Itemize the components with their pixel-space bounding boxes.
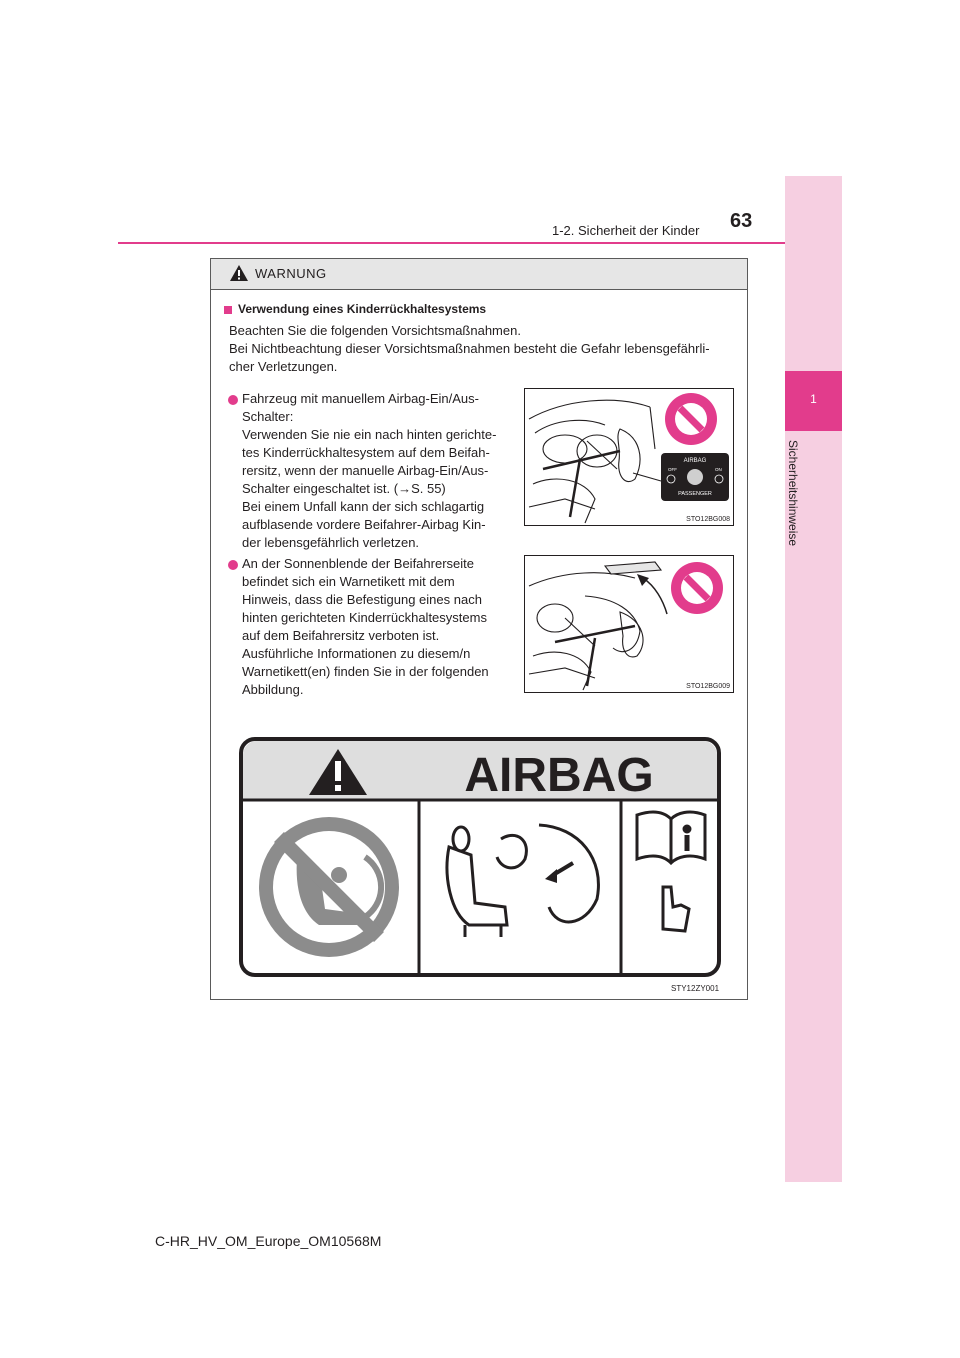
intro-line: Beachten Sie die folgenden Vorsichtsmaßnahmen. [229,323,521,338]
item-line: Abbildung. [242,682,304,697]
item-line: der lebensgefährlich verletzen. [242,535,420,550]
switch-passenger-label: PASSENGER [678,491,712,497]
item-line: auf dem Beifahrersitz verboten ist. [242,628,440,643]
chapter-number: 1 [810,392,817,406]
warning-box [210,258,748,1000]
section-title: 1-2. Sicherheit der Kinder [552,223,700,238]
prohibition-icon [259,817,399,957]
item-line: Verwenden Sie nie ein nach hinten gerichte- [242,427,497,442]
item-line: Warnetikett(en) finden Sie in der folgenden [242,664,489,679]
switch-on-label: ON [715,467,722,472]
warning-item-1-text [242,390,518,552]
item-line: Schalter eingeschaltet ist. (→S. 55) [242,481,446,496]
item-line: Hinweis, dass die Befestigung eines nach [242,592,482,607]
header-rule [118,242,785,244]
warning-title: WARNUNG [255,266,327,281]
illustration-airbag-switch [524,388,734,526]
round-bullet-icon [228,395,238,405]
item-line: tes Kinderrückhaltesystem auf dem Beifah- [242,445,490,460]
item-line: Ausführliche Informationen zu diesem/n [242,646,471,661]
chapter-title-vertical [786,440,810,600]
warning-header [211,259,747,290]
square-bullet-icon [224,306,232,314]
label-figure-code: STY12ZY001 [671,984,720,993]
item-line: hinten gerichteten Kinderrückhaltesystems [242,610,487,625]
warning-triangle-icon [229,264,249,282]
label-title: AIRBAG [464,749,654,802]
switch-title: AIRBAG [683,458,707,464]
warning-item-2-text [242,555,518,699]
intro-line: cher Verletzungen. [229,359,338,374]
figure-code: STO12BG008 [686,516,730,523]
item-line: Schalter: [242,409,294,424]
chapter-title: Sicherheitshinweise [786,440,800,547]
illustration-sun-visor [524,555,734,693]
chapter-sidebar [785,176,842,1182]
warning-intro [229,322,743,376]
switch-off-label: OFF [668,467,677,472]
item-line: aufblasende vordere Beifahrer-Airbag Kin- [242,517,486,532]
footer-doc-id: C-HR_HV_OM_Europe_OM10568M [155,1233,382,1249]
item-line: Fahrzeug mit manuellem Airbag-Ein/Aus- [242,391,479,406]
car-interior-visor-illustration [525,556,733,692]
page-number: 63 [730,210,753,232]
intro-line: Bei Nichtbeachtung dieser Vorsichtsmaßnahmen besteht die Gefahr lebensgefährli- [229,341,710,356]
item-line: rersitz, wenn der manuelle Airbag-Ein/Aus- [242,463,489,478]
item-line: Bei einem Unfall kann der sich schlagartig [242,499,485,514]
round-bullet-icon [228,560,238,570]
airbag-warning-label [239,737,723,981]
figure-code: STO12BG009 [686,683,730,690]
car-interior-illustration [525,389,733,525]
item-line: An der Sonnenblende der Beifahrerseite [242,556,474,571]
warning-subheading: Verwendung eines Kinderrückhaltesystems [238,302,487,316]
item-line: befindet sich ein Warnetikett mit dem [242,574,455,589]
